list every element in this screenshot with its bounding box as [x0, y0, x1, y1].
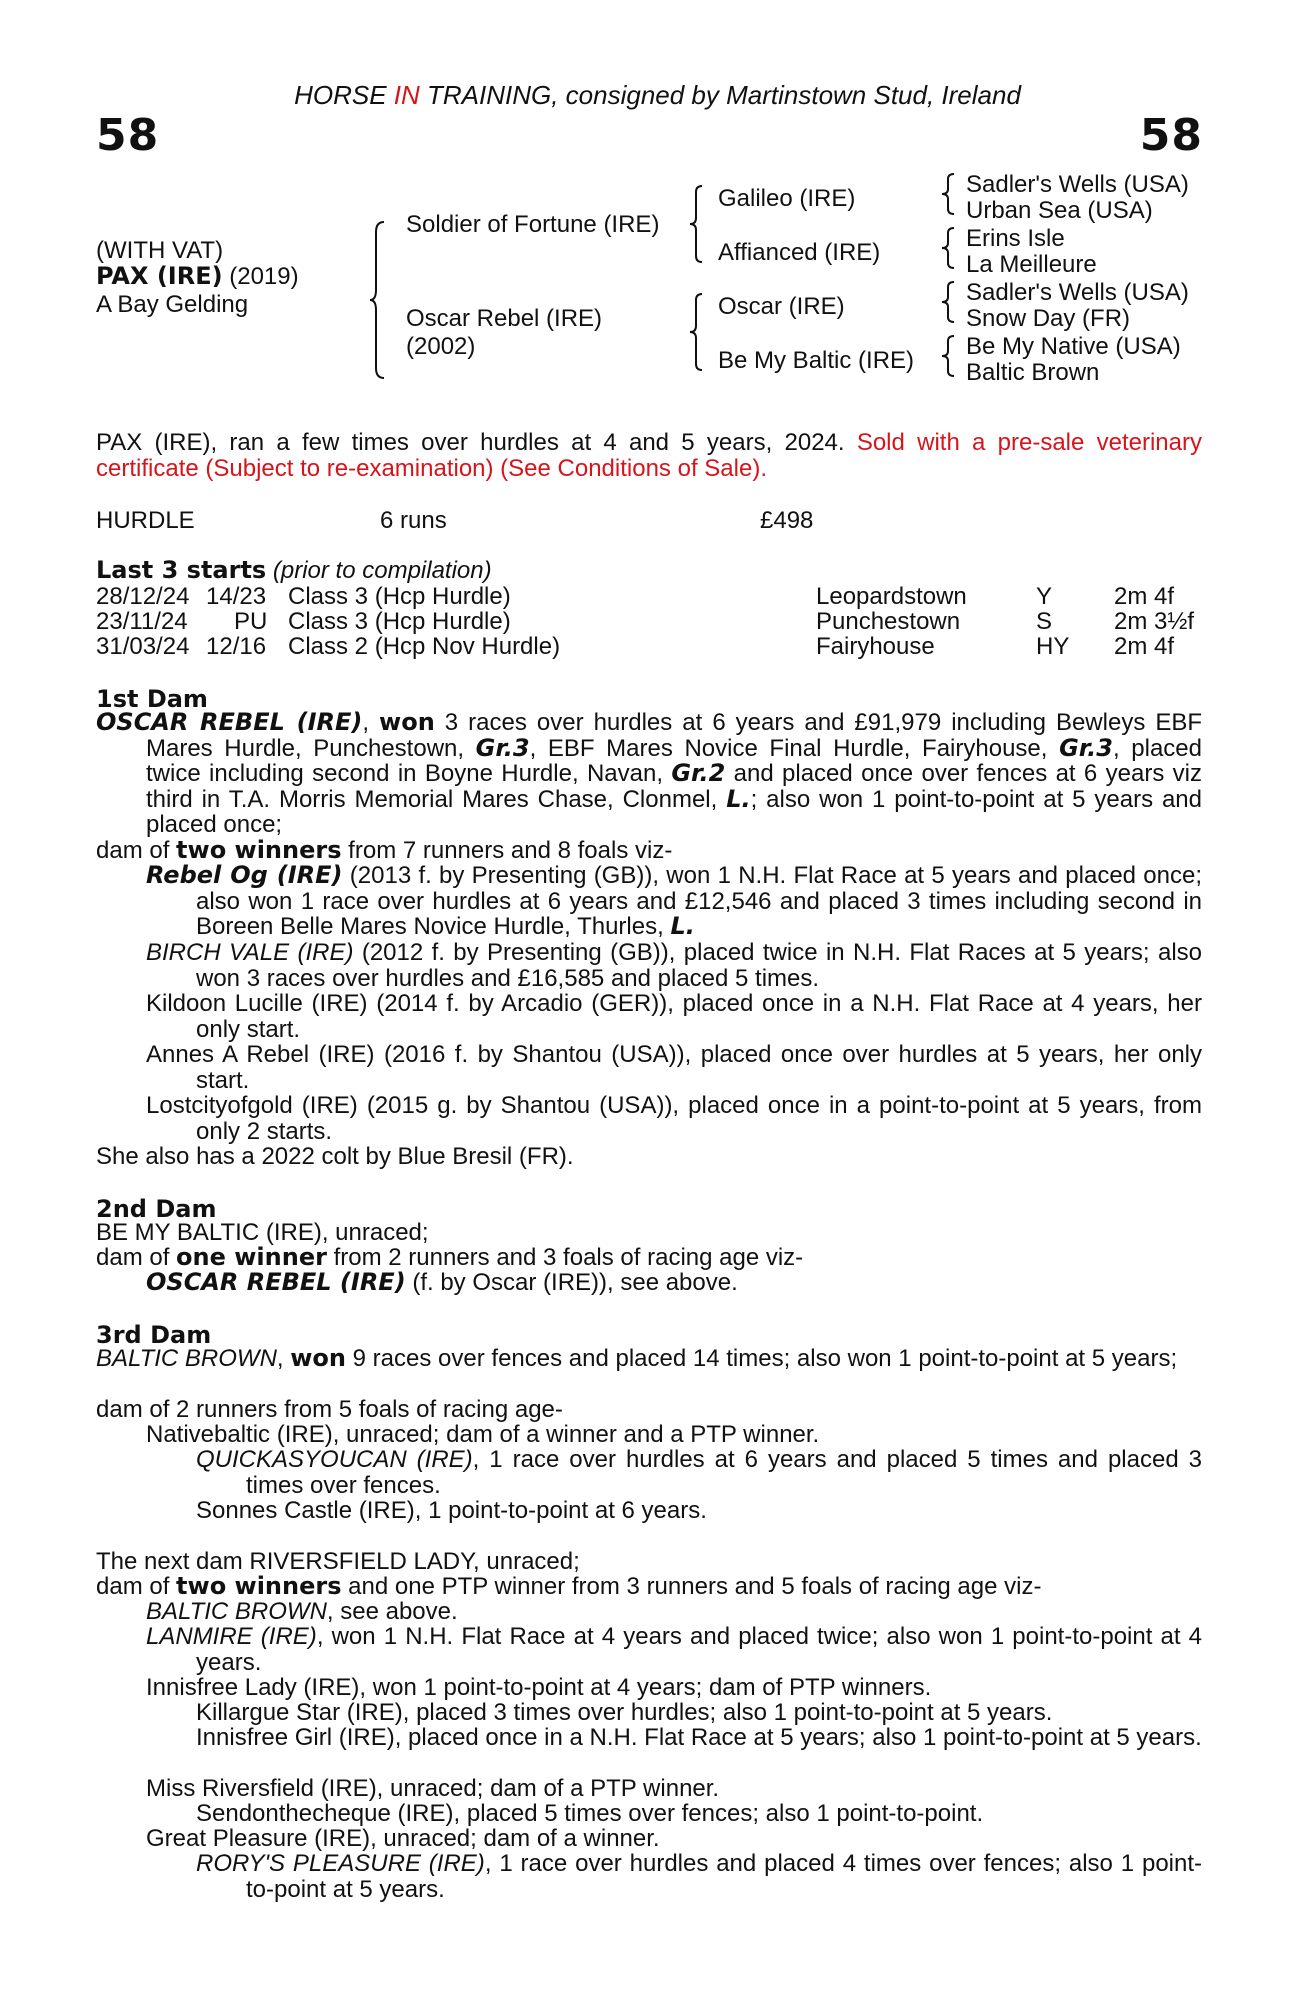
last-starts-heading	[96, 558, 492, 583]
first-dam-produce-line	[96, 838, 672, 863]
pedigree-sire: Soldier of Fortune (IRE)	[406, 211, 660, 238]
lot-number-right: 58	[1139, 110, 1203, 161]
offspring-entry	[146, 861, 1202, 940]
pedigree-g3: Erins Isle	[966, 225, 1065, 252]
pedigree-sire-sire: Galileo (IRE)	[718, 185, 856, 212]
pedigree-dam-dam: Be My Baltic (IRE)	[718, 347, 915, 374]
offspring-entry	[146, 1599, 458, 1624]
pedigree-bracket-sire	[688, 184, 708, 266]
start-date: 23/11/24	[96, 608, 188, 635]
offspring-name: OSCAR REBEL (IRE)	[146, 1268, 406, 1296]
pedigree-g5: Sadler's Wells (USA)	[966, 279, 1189, 306]
start-date: 31/03/24	[96, 633, 190, 660]
start-distance: 2m 4f	[1114, 583, 1175, 610]
second-dam-produce-line	[96, 1245, 803, 1270]
first-dam-text: , placed twice including second in Boyne Hurdle, Navan,	[146, 734, 1203, 787]
record-runs: 6 runs	[380, 507, 447, 534]
offspring-entry	[196, 1850, 1203, 1903]
offspring-name: Rebel Og (IRE)	[146, 861, 343, 889]
first-dam-paragraph	[96, 708, 1203, 838]
winners-count: two winners	[176, 1572, 342, 1600]
first-dam-heading: 1st Dam	[96, 685, 208, 713]
third-dam-heading: 3rd Dam	[96, 1321, 212, 1349]
winners-count: two winners	[176, 836, 342, 864]
third-dam-text: ,	[276, 1345, 291, 1372]
start-going: S	[1036, 608, 1053, 635]
listed-badge: L.	[670, 912, 695, 940]
horse-year: (2019)	[222, 263, 299, 290]
summary-paragraph	[46, 430, 1202, 481]
pedigree-dam-year: (2002)	[406, 333, 476, 360]
offspring-entry	[146, 1270, 738, 1295]
start-course: Leopardstown	[816, 583, 967, 610]
listed-badge: L.	[726, 784, 751, 813]
grade-badge: Gr.2	[671, 759, 726, 787]
pedigree-g8: Baltic Brown	[966, 359, 1100, 386]
horse-name-line	[96, 264, 299, 289]
offspring-name: QUICKASYOUCAN (IRE)	[196, 1446, 473, 1473]
offspring-text: , see above.	[326, 1598, 458, 1625]
offspring-text: (2013 f. by Presenting (GB)), won 1 N.H. Flat Race at 5 years and placed once; also won 1 race over hurdles at 6 years and £12,546 and placed 3 times including second in Boreen Belle Mares Novice Hurdle, Thurles,	[196, 862, 1202, 940]
produce-text: from 2 runners and 3 foals of racing age viz-	[326, 1244, 804, 1271]
offspring-text: (2012 f. by Presenting (GB)), placed twice in N.H. Flat Races at 5 years; also won 3 races over hurdles and £16,585 and placed 5 times.	[196, 939, 1202, 992]
produce-text: from 7 runners and 8 foals viz-	[341, 837, 673, 864]
header-in-word: IN	[393, 80, 420, 110]
offspring-text: , won 1 N.H. Flat Race at 4 years and placed twice; also won 1 point-to-point at 4 years.	[196, 1623, 1202, 1676]
offspring-entry: Annes A Rebel (IRE) (2016 f. by Shantou (USA)), placed once over hurdles at 5 years, her only start.	[146, 1041, 1202, 1094]
third-dam-text: 9 races over fences and placed 14 times; also won 1 point-to-point at 5 years;	[346, 1345, 1178, 1372]
offspring-text: , 1 race over hurdles and placed 4 times over fences; also 1 point-to-point at 5 years.	[246, 1850, 1203, 1903]
start-position: 12/16	[206, 633, 267, 660]
start-position: PU	[234, 608, 268, 635]
offspring-entry	[146, 939, 1202, 992]
offspring-name: BIRCH VALE (IRE)	[146, 939, 354, 966]
start-course: Punchestown	[816, 608, 961, 635]
offspring-text: , 1 race over hurdles at 6 years and placed 5 times and placed 3 times over fences.	[246, 1446, 1202, 1499]
grade-badge: Gr.3	[1059, 733, 1113, 762]
record-earnings: £498	[760, 507, 814, 534]
start-distance: 2m 4f	[1114, 633, 1175, 660]
offspring-entry: Sonnes Castle (IRE), 1 point-to-point at 6 years.	[196, 1497, 707, 1524]
start-race: Class 3 (Hcp Hurdle)	[288, 583, 511, 610]
summary-text: PAX (IRE), ran a few times over hurdles at 4 and 5 years, 2024.	[96, 429, 857, 456]
second-dam-heading: 2nd Dam	[96, 1195, 217, 1223]
first-dam-text: 3 races over hurdles at 6 years and £91,979 including Bewleys EBF Mares Hurdle, Punchestown,	[146, 709, 1202, 762]
third-dam-produce-line: dam of 2 runners from 5 foals of racing age-	[96, 1396, 563, 1423]
produce-text: and one PTP winner from 3 runners and 5 foals of racing age viz-	[341, 1573, 1042, 1600]
start-distance: 2m 3½f	[1114, 608, 1195, 635]
offspring-name: LANMIRE (IRE)	[146, 1623, 317, 1650]
horse-description: A Bay Gelding	[96, 291, 249, 318]
start-course: Fairyhouse	[816, 633, 935, 660]
pedigree-bracket-g2	[940, 226, 958, 272]
third-dam-won: won	[290, 1344, 346, 1372]
record-type: HURDLE	[96, 507, 195, 534]
winners-count: one winner	[176, 1243, 327, 1271]
last-starts-title: Last 3 starts	[96, 556, 267, 584]
offspring-entry: Nativebaltic (IRE), unraced; dam of a winner and a PTP winner.	[146, 1421, 820, 1448]
offspring-entry	[196, 1446, 1202, 1499]
pedigree-bracket-g1	[940, 172, 958, 218]
pedigree-bracket-g3	[940, 280, 958, 326]
next-dam-name-line: The next dam RIVERSFIELD LADY, unraced;	[96, 1548, 580, 1575]
third-dam-paragraph	[96, 1344, 1202, 1372]
start-race: Class 2 (Hcp Nov Hurdle)	[288, 633, 561, 660]
pedigree-bracket-main	[368, 220, 388, 380]
last-starts-subtitle: (prior to compilation)	[266, 557, 492, 584]
offspring-entry: Great Pleasure (IRE), unraced; dam of a winner.	[146, 1825, 660, 1852]
pedigree-dam-sire: Oscar (IRE)	[718, 293, 845, 320]
offspring-entry: Sendonthecheque (IRE), placed 5 times over fences; also 1 point-to-point.	[196, 1800, 984, 1827]
offspring-entry: Lostcityofgold (IRE) (2015 g. by Shantou (USA)), placed once in a point-to-point at 5 years, from only 2 starts.	[146, 1092, 1202, 1145]
first-dam-text: , EBF Mares Novice Final Hurdle, Fairyhouse,	[529, 734, 1060, 762]
page-header	[0, 80, 1315, 111]
offspring-entry: Innisfree Girl (IRE), placed once in a N.H. Flat Race at 5 years; also 1 point-to-point at 5 years.	[196, 1724, 1202, 1751]
pedigree-g6: Snow Day (FR)	[966, 305, 1131, 332]
second-dam-name-line: BE MY BALTIC (IRE), unraced;	[96, 1219, 429, 1246]
start-race: Class 3 (Hcp Hurdle)	[288, 608, 511, 635]
pedigree-g2: Urban Sea (USA)	[966, 197, 1153, 224]
produce-text: dam of	[96, 1573, 177, 1600]
summary-vet-note: Sold with a pre-sale veterinary certificate (Subject to re-examination) (See Conditions of Sale).	[96, 429, 1202, 482]
pedigree-dam: Oscar Rebel (IRE)	[406, 305, 603, 332]
pedigree-g1: Sadler's Wells (USA)	[966, 171, 1189, 198]
offspring-name: RORY'S PLEASURE (IRE)	[196, 1850, 485, 1877]
pedigree-sire-dam: Affianced (IRE)	[718, 239, 881, 266]
horse-name: PAX (IRE)	[96, 262, 223, 290]
first-dam-text: ; also won 1 point-to-point at 5 years and placed once;	[146, 785, 1202, 838]
offspring-entry: Kildoon Lucille (IRE) (2014 f. by Arcadio (GER)), placed once in a N.H. Flat Race at 4 years, her only start.	[146, 990, 1202, 1043]
header-text-end: TRAINING, consigned by Martinstown Stud, Ireland	[419, 80, 1021, 110]
pedigree-g4: La Meilleure	[966, 251, 1097, 278]
offspring-entry: Miss Riversfield (IRE), unraced; dam of a PTP winner.	[146, 1775, 720, 1802]
grade-badge: Gr.3	[475, 733, 530, 762]
start-going: HY	[1036, 633, 1070, 660]
offspring-entry: Killargue Star (IRE), placed 3 times over hurdles; also 1 point-to-point at 5 years.	[196, 1699, 1053, 1726]
first-dam-name: OSCAR REBEL (IRE)	[96, 708, 363, 736]
offspring-name: BALTIC BROWN	[146, 1598, 327, 1625]
first-dam-text: and placed once over fences at 6 years viz third in T.A. Morris Memorial Mares Chase, Clonmel,	[146, 760, 1202, 813]
produce-text: dam of	[96, 837, 177, 864]
offspring-text: (f. by Oscar (IRE)), see above.	[405, 1269, 738, 1296]
first-dam-text: ,	[362, 709, 380, 736]
offspring-entry: Innisfree Lady (IRE), won 1 point-to-point at 4 years; dam of PTP winners.	[146, 1674, 932, 1701]
pedigree-bracket-g4	[940, 334, 958, 380]
pedigree-g7: Be My Native (USA)	[966, 333, 1181, 360]
first-dam-also: She also has a 2022 colt by Blue Bresil (FR).	[96, 1143, 574, 1170]
start-position: 14/23	[206, 583, 267, 610]
offspring-entry	[146, 1623, 1202, 1676]
header-text-start: HORSE	[294, 80, 394, 110]
vat-label: (WITH VAT)	[96, 237, 224, 264]
produce-text: dam of	[96, 1244, 177, 1271]
pedigree-bracket-dam	[688, 292, 708, 374]
first-dam-won: won	[379, 708, 435, 736]
next-dam-produce-line	[96, 1574, 1041, 1599]
third-dam-name: BALTIC BROWN	[96, 1345, 277, 1372]
start-date: 28/12/24	[96, 583, 190, 610]
start-going: Y	[1036, 583, 1053, 610]
lot-number-left: 58	[96, 110, 160, 161]
